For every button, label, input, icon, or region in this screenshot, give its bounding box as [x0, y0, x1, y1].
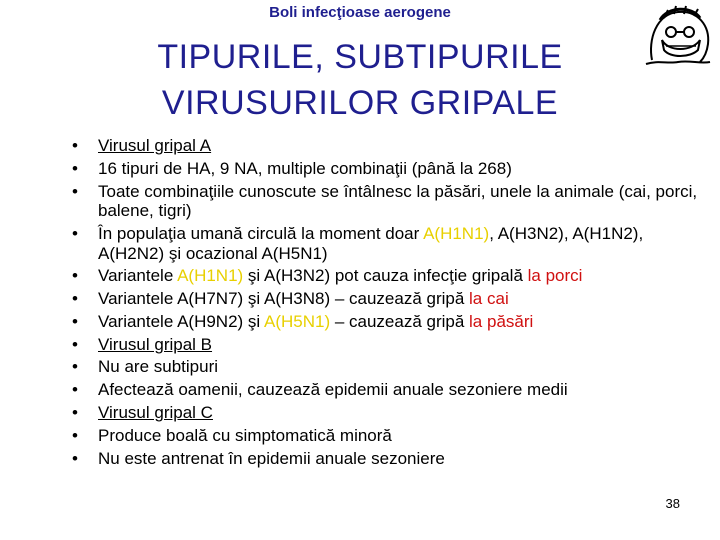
highlight-yellow: A(H5N1) — [263, 311, 331, 331]
bullet-item — [58, 426, 698, 446]
bullet-text: Variantele A(H9N2) şi — [98, 311, 264, 331]
bullet-item — [58, 136, 698, 156]
bullet-item — [58, 403, 698, 423]
bullet-text: – cauzează gripă — [330, 311, 470, 331]
highlight-red: la păsări — [469, 311, 534, 331]
bullet-text: şi A(H3N2) pot cauza infecţie gripală — [243, 266, 528, 286]
bullet-text: 16 tipuri de HA, 9 NA, multiple combinaţii (până la 268) — [98, 158, 512, 178]
highlight-red: la cai — [469, 289, 509, 309]
bullet-text: Nu are subtipuri — [98, 357, 219, 377]
bullet-item — [58, 159, 698, 179]
bullet-item — [58, 335, 698, 355]
bullet-item — [58, 312, 698, 332]
highlight-yellow: A(H1N1) — [423, 223, 490, 243]
bullet-text: Virusul gripal B — [98, 334, 213, 354]
bullet-item — [58, 380, 698, 400]
highlight-red: la porci — [527, 266, 583, 286]
bullet-item — [58, 224, 698, 263]
bullet-text: Variantele A(H7N7) şi A(H3N8) – cauzează gripă — [98, 289, 470, 309]
bullet-text: , A(H3N2), A(H1N2), A(H2N2) şi ocazional A(H5N1) — [98, 223, 644, 263]
bullet-list — [58, 136, 698, 471]
bullet-item — [58, 357, 698, 377]
bullet-text: Toate combinaţiile cunoscute se întâlnesc la păsări, unele la animale (cai, porci, balene, tigri) — [98, 181, 698, 221]
bullet-item — [58, 182, 698, 221]
page-number: 38 — [665, 496, 680, 511]
bullet-text: În populaţia umană circulă la moment doar — [98, 223, 424, 243]
bullet-text: Produce boală cu simptomatică minoră — [98, 425, 392, 445]
slide-title — [0, 34, 720, 126]
bullet-text: Nu este antrenat în epidemii anuale sezoniere — [98, 448, 445, 468]
highlight-yellow: A(H1N1) — [177, 266, 244, 286]
bullet-text: Virusul gripal A — [98, 136, 212, 155]
bullet-item — [58, 289, 698, 309]
bullet-item — [58, 266, 698, 286]
bullet-text: Afectează oamenii, cauzează epidemii anuale sezoniere medii — [98, 380, 568, 400]
bullet-text: Variantele — [98, 266, 178, 286]
bullet-text: Virusul gripal C — [98, 403, 213, 422]
slide-title-line-1: TIPURILE, SUBTIPURILE — [157, 38, 563, 76]
slide-title-line-2: VIRUSURILOR GRIPALE — [161, 84, 559, 122]
bullet-item — [58, 449, 698, 469]
header-title: Boli infecţioase aerogene — [269, 4, 451, 21]
